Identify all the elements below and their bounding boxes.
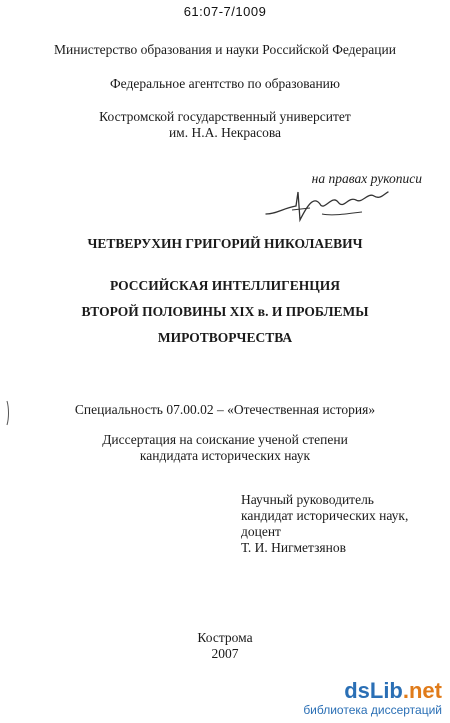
university-line-2: им. Н.А. Некрасова <box>168 125 282 140</box>
degree-line-1: Диссертация на соискание ученой степени <box>102 432 348 447</box>
title-line-2: ВТОРОЙ ПОЛОВИНЫ XIX в. И ПРОБЛЕМЫ <box>81 304 369 319</box>
watermark-subtitle: библиотека диссертаций <box>303 703 442 717</box>
watermark-logo-ds: ds <box>344 678 370 703</box>
degree-line-2: кандидата исторических наук <box>139 448 311 463</box>
advisor-line-1: Научный руководитель <box>241 492 374 507</box>
handwritten-signature <box>262 184 392 230</box>
city-line: Кострома <box>197 630 253 645</box>
year-line: 2007 <box>211 646 239 661</box>
university-line-1: Костромской государственный университет <box>99 109 351 124</box>
dslib-watermark <box>303 679 442 717</box>
ministry-line: Министерство образования и науки Российской Федерации <box>54 42 396 57</box>
advisor-line-4: Т. И. Нигметзянов <box>241 540 346 555</box>
specialty-line: Специальность 07.00.02 – «Отечественная история» <box>74 402 376 417</box>
title-line-1: РОССИЙСКАЯ ИНТЕЛЛИГЕНЦИЯ <box>109 278 341 293</box>
title-line-3: МИРОТВОРЧЕСТВА <box>157 330 293 345</box>
advisor-line-3: доцент <box>241 524 281 539</box>
author-name: ЧЕТВЕРУХИН ГРИГОРИЙ НИКОЛАЕВИЧ <box>87 236 363 251</box>
watermark-logo-lib: Lib <box>369 678 403 703</box>
manuscript-note: на правах рукописи <box>311 171 422 186</box>
agency-line: Федеральное агентство по образованию <box>110 76 340 91</box>
advisor-line-2: кандидат исторических наук, <box>241 508 409 523</box>
watermark-logo-net: .net <box>402 678 442 703</box>
watermark-logo <box>303 679 442 703</box>
archive-stamp: 61:07-7/1009 <box>183 4 267 19</box>
